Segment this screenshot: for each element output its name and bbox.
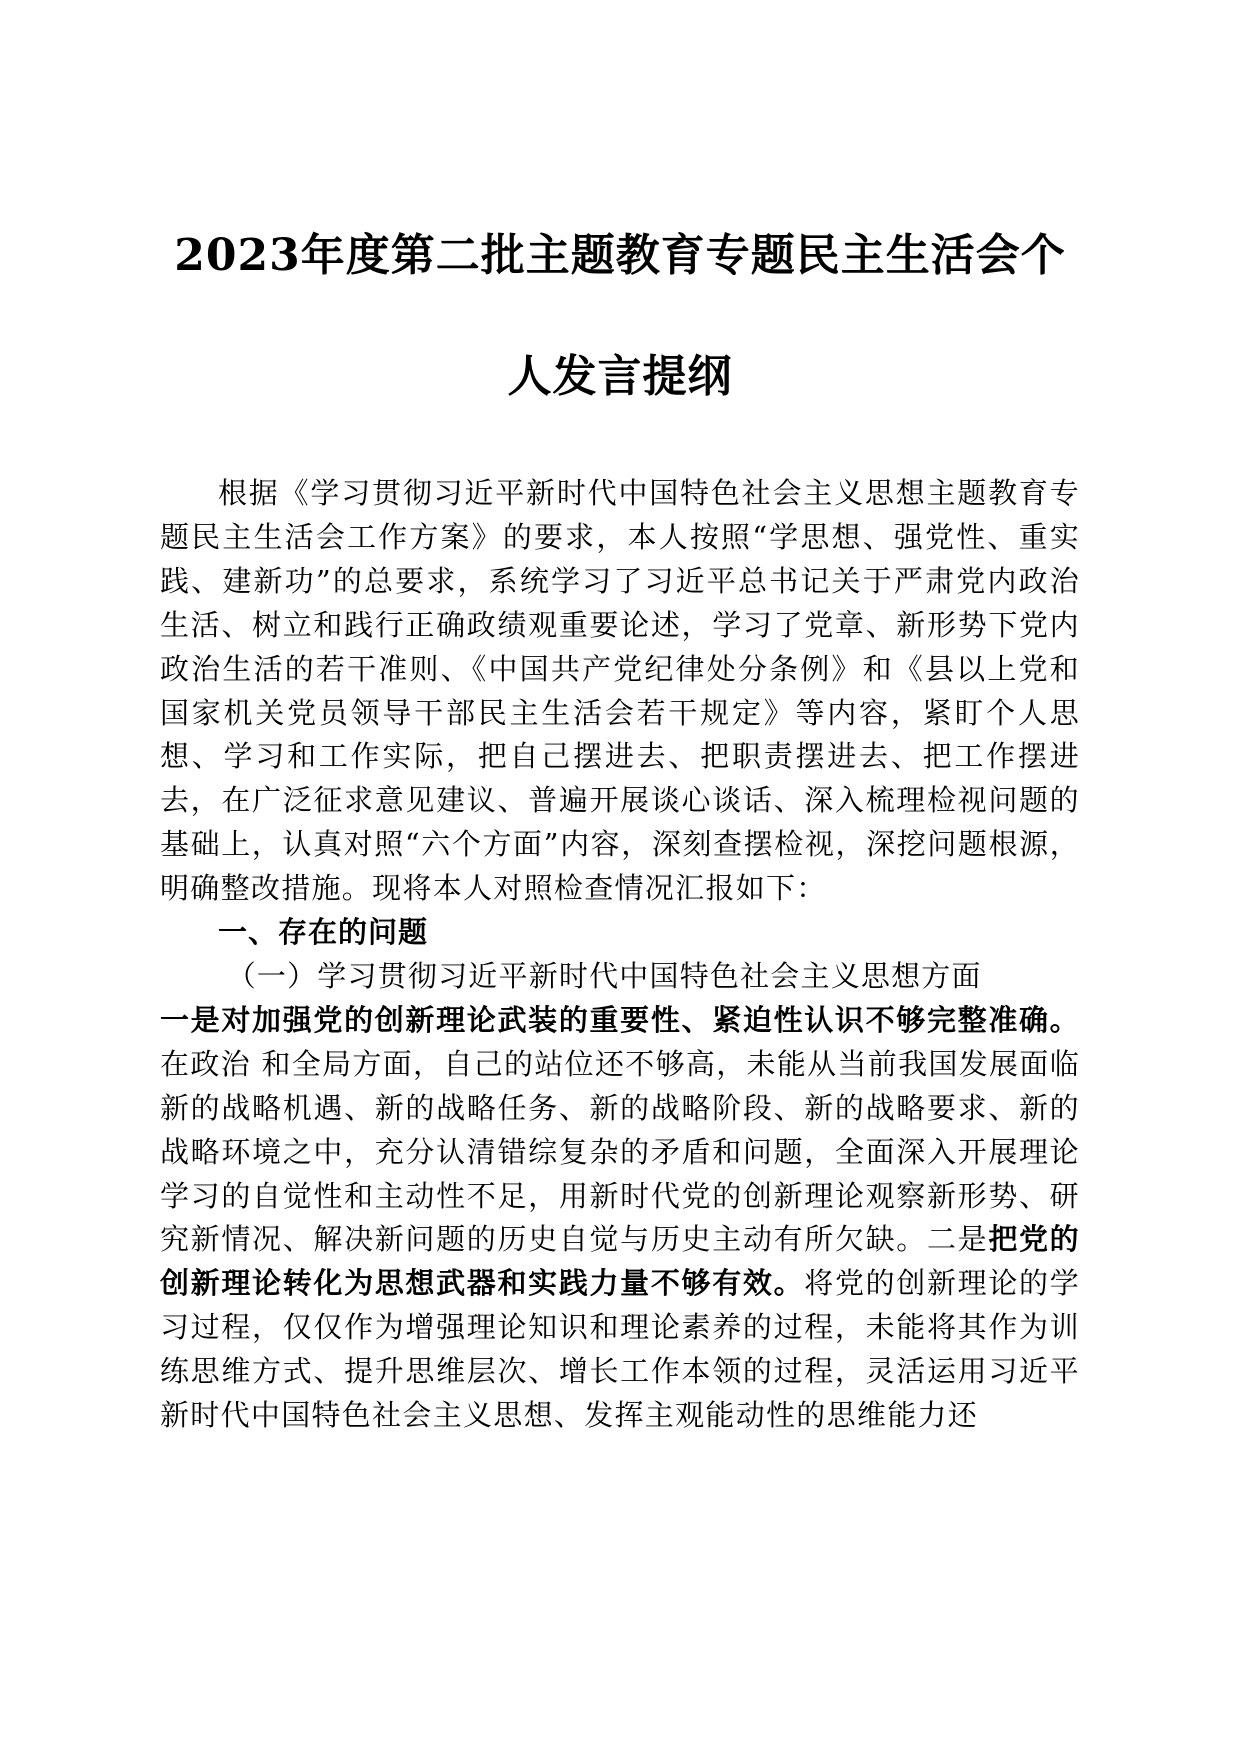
problem-2-title: 把党的创新理论转化为思想武器和实践力量不够有效。 bbox=[160, 1222, 1080, 1301]
intro-paragraph: 根据《学习贯彻习近平新时代中国特色社会主义思想主题教育专题民主生活会工作方案》的要求，本人按照“学思想、强党性、重实践、建新功”的总要求，系统学习了习近平总书记关于严肃党内政治生活、树立和践行正确政绩观重要论述，学习了党章、新形势下党内政治生活的若干准则、《中国共产党纪律处分条例》和《县以上党和国家机关党员领导干部民主生活会若干规定》等内容，紧盯个人思想、学习和工作实际，把自己摆进去、把职责摆进去、把工作摆进去，在广泛征求意见建议、普遍开展谈心谈话、深入梳理检视问题的基础上，认真对照“六个方面”内容，深刻查摆检视，深挖问题根源，明确整改措施。现将本人对照检查情况汇报如下： bbox=[160, 476, 1080, 906]
section-heading-problems: 一、存在的问题 bbox=[218, 915, 429, 950]
document-title-line-2: 人发言提纲 bbox=[507, 351, 733, 402]
problem-paragraph-1 bbox=[160, 999, 1080, 1438]
problem-1-text: 在政治 和全局方面，自己的站位还不够高，未能从当前我国发展面临新的战略机遇、新的战略任务、新的战略阶段、新的战略要求、新的战略环境之中，充分认清错综复杂的矛盾和问题，全面深入开展理论学习的自觉性和主动性不足，用新时代党的创新理论观察新形势、研究新情况、解决新问题的历史自觉与历史主动有所欠缺。 bbox=[160, 1046, 1080, 1257]
document-title-line-1: 2023年度第二批主题教育专题民主生活会个 bbox=[174, 230, 1066, 281]
document-body bbox=[160, 472, 1080, 1438]
problem-2-prefix: 二是 bbox=[926, 1222, 989, 1257]
problem-2-text: 将党的创新理论的学习过程，仅仅作为增强理论知识和理论素养的过程，未能将其作为训练思维方式、提升思维层次、增长工作本领的过程，灵活运用习近平新时代中国特色社会主义思想、发挥主观能动性的思维能力还 bbox=[160, 1266, 1080, 1433]
problem-1-title: 一是对加强党的创新理论武装的重要性、紧迫性认识不够完整准确。 bbox=[160, 1002, 1080, 1037]
subsection-heading-thought: （一）学习贯彻习近平新时代中国特色社会主义思想方面 bbox=[226, 958, 982, 993]
